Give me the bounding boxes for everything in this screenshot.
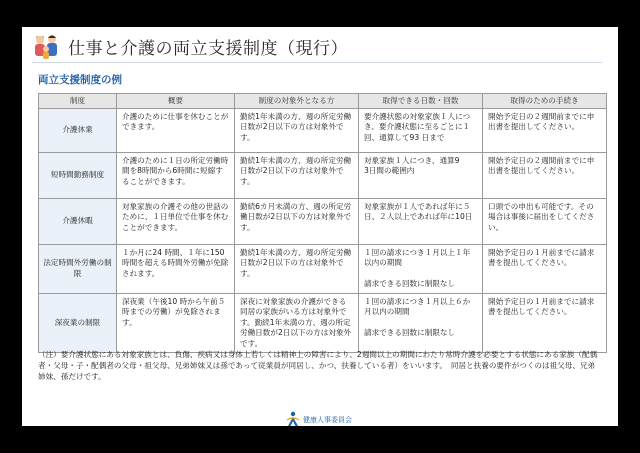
- slide: [22, 27, 618, 426]
- organization-name: 健康人事委員会: [303, 416, 352, 424]
- excluded-persons: 勤続1年未満の方、週の所定労働日数が2日以下の方は対象外です。: [235, 109, 359, 153]
- column-header: 取得のための手続き: [483, 94, 607, 109]
- title-divider: [32, 62, 602, 63]
- excluded-persons: 深夜に対象家族の介護ができる同居の家族がいる方は対象外です。勤続1年未満の方、週の所定労働日数が2日以下の方は対象外です。: [235, 293, 359, 352]
- column-header: 制度: [39, 94, 117, 109]
- column-header: 制度の対象外となる方: [235, 94, 359, 109]
- system-name: 介護休暇: [39, 199, 117, 245]
- excluded-persons: 勤続1年未満の方、週の所定労働日数が2日以下の方は対象外です。: [235, 153, 359, 199]
- application-procedure: 開始予定日の２週間前までに申出書を提出してください。: [483, 109, 607, 153]
- available-days: 対象家族が１人であれば年に５日、２人以上であれば年に10日: [359, 199, 483, 245]
- system-summary: 対象家族の介護その他の世話のために、１日単位で仕事を休むことができます。: [117, 199, 235, 245]
- section-subtitle: 両立支援制度の例: [38, 74, 122, 86]
- page-title: 仕事と介護の両立支援制度（現行）: [68, 39, 348, 59]
- system-summary: 介護のために１日の所定労働時間を8時間から6時間に短縮することができます。: [117, 153, 235, 199]
- application-procedure: 口頭での申出も可能です。その場合は事後に届出をしてください。: [483, 199, 607, 245]
- column-header: 取得できる日数・回数: [359, 94, 483, 109]
- system-summary: 深夜業（午後10 時から午前５時までの労働）が免除されます。: [117, 293, 235, 352]
- available-days: 要介護状態の対象家族１人につき、要介護状態に至るごとに１回、通算して93 日まで: [359, 109, 483, 153]
- table-row: [39, 245, 607, 294]
- organization-logo-icon: [286, 411, 300, 427]
- application-procedure: 開始予定日の２週間前までに申出書を提出してください。: [483, 153, 607, 199]
- excluded-persons: 勤続6カ月未満の方、週の所定労働日数が2日以下の方は対象外です。: [235, 199, 359, 245]
- available-days: １回の請求につき１月以上６か月以内の期間 請求できる回数に制限なし: [359, 293, 483, 352]
- application-procedure: 開始予定日の１月前までに請求書を提出してください。: [483, 245, 607, 294]
- table-row: [39, 199, 607, 245]
- system-name: 法定時間外労働の制限: [39, 245, 117, 294]
- available-days: 対象家族１人につき、通算9 3日間の範囲内: [359, 153, 483, 199]
- footnote: （注）要介護状態にある対象家族とは、負傷、疾病又は身体上若しくは精神上の障害により、2週間以上の期間にわたり常時介護を必要とする状態にある家族（配偶者・父母・子・配偶者の父母・祖父母、兄弟姉妹又は孫であって従業員が同居し、かつ、扶養している者）をいいます。 同居と扶養の要件がつくのは祖父母、兄弟姉妹、孫だけです。: [38, 350, 598, 381]
- table-row: [39, 293, 607, 352]
- system-name: 短時間勤務制度: [39, 153, 117, 199]
- table-header-row: [39, 94, 607, 109]
- system-summary: 介護のために仕事を休むことができます。: [117, 109, 235, 153]
- column-header: 概要: [117, 94, 235, 109]
- table-row: [39, 109, 607, 153]
- support-system-table: [38, 93, 607, 353]
- system-summary: １か月に24 時間、１年に150 時間を超える時間外労働が免除されます。: [117, 245, 235, 294]
- system-name: 介護休業: [39, 109, 117, 153]
- excluded-persons: 勤続1年未満の方、週の所定労働日数が2日以下の方は対象外です。: [235, 245, 359, 294]
- application-procedure: 開始予定日の１月前までに請求書を提出してください。: [483, 293, 607, 352]
- system-name: 深夜業の制限: [39, 293, 117, 352]
- available-days: １回の請求につき１月以上１年以内の期間 請求できる回数に制限なし: [359, 245, 483, 294]
- family-icon: [32, 32, 60, 60]
- table-row: [39, 153, 607, 199]
